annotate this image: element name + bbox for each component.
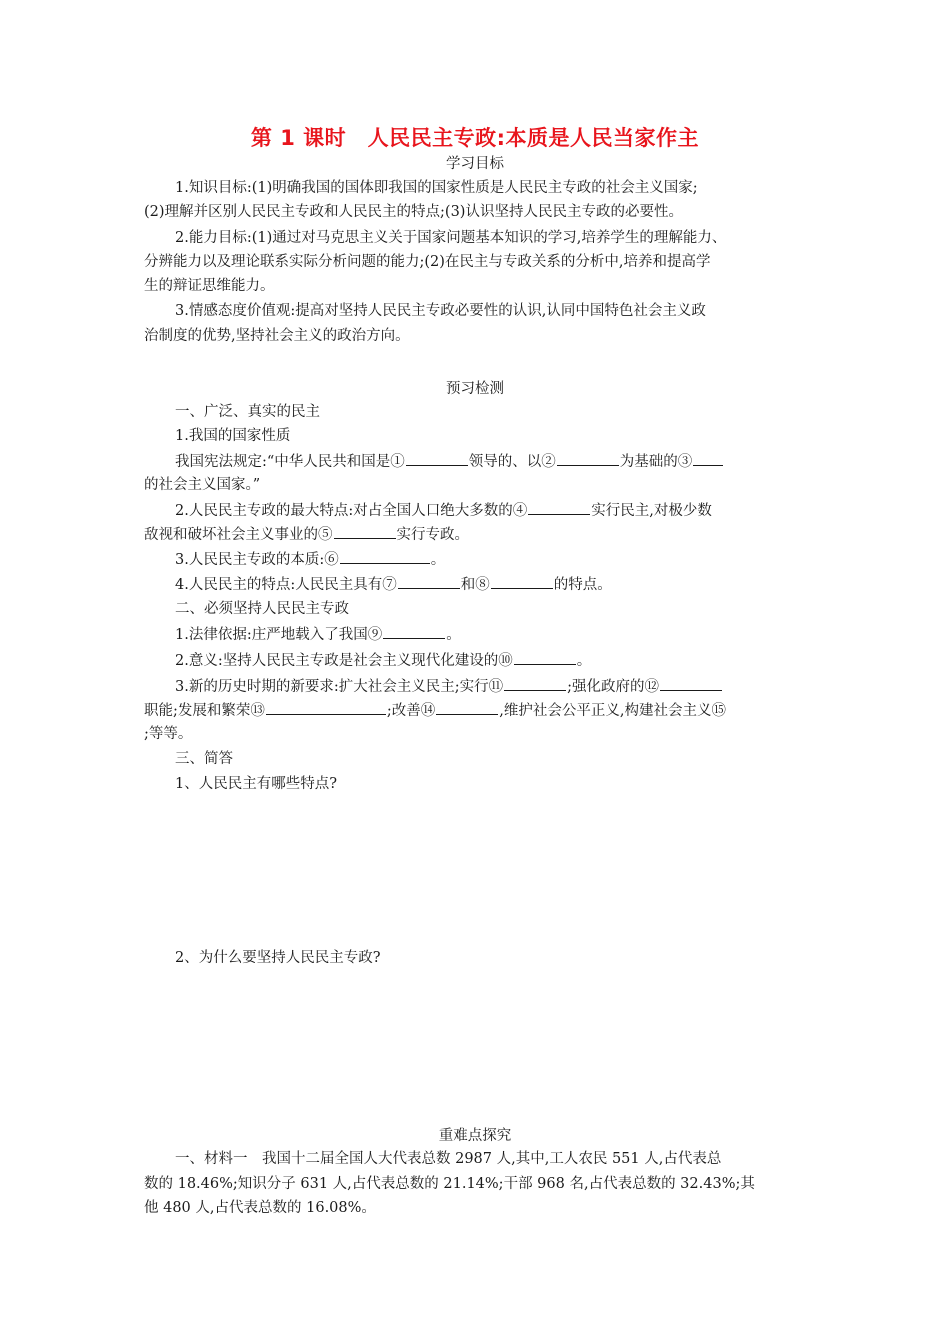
fill-blank-1[interactable]: [406, 451, 468, 466]
explore-heading: 重难点探究: [438, 1128, 512, 1144]
item-1-2-line-2: 敌视和破坏社会主义事业的⑤ 实行专政。: [144, 524, 469, 545]
fill-blank-6[interactable]: [340, 549, 430, 564]
short-answer-question-2: 2、为什么要坚持人民民主专政?: [175, 950, 381, 966]
goal-ability-line-1: 2.能力目标:(1)通过对马克思主义关于国家问题基本知识的学习,培养学生的理解能力、: [175, 230, 727, 246]
item-2-3-line-3: ;等等。: [144, 726, 193, 742]
material-1-line-1: 一、材料一 我国十二届全国人大代表总数 2987 人,其中,工人农民 551 人,占代表总: [175, 1151, 722, 1167]
item-1-4: 4.人民民主的特点:人民民主具有⑦ 和⑧ 的特点。: [175, 574, 612, 595]
fill-blank-9[interactable]: [383, 624, 445, 639]
goal-ability-line-3: 生的辩证思维能力。: [144, 278, 275, 294]
study-goals-heading: 学习目标: [446, 156, 504, 172]
goal-values-line-1: 3.情感态度价值观:提高对坚持人民民主专政必要性的认识,认同中国特色社会主义政: [175, 303, 706, 319]
item-1-1-line-2: 的社会主义国家。”: [144, 477, 261, 493]
fill-blank-4[interactable]: [528, 500, 590, 515]
item-1-2-line-1: 2.人民民主专政的最大特点:对占全国人口绝大多数的④ 实行民主,对极少数: [175, 500, 712, 521]
section-2-heading: 二、必须坚持人民民主专政: [175, 601, 349, 617]
goal-ability-line-2: 分辨能力以及理论联系实际分析问题的能力;(2)在民主与专政关系的分析中,培养和提高学: [144, 254, 711, 270]
item-2-3-line-2: 职能;发展和繁荣⑬ ;改善⑭ ,维护社会公平正义,构建社会主义⑮: [144, 700, 726, 721]
fill-blank-14[interactable]: [436, 700, 498, 715]
goal-values-line-2: 治制度的优势,坚持社会主义的政治方向。: [144, 328, 410, 344]
short-answer-question-1: 1、人民民主有哪些特点?: [175, 776, 337, 792]
material-1-line-3: 他 480 人,占代表总数的 16.08%。: [144, 1200, 376, 1216]
item-1-1-heading: 1.我国的国家性质: [175, 428, 291, 444]
fill-blank-8[interactable]: [491, 574, 553, 589]
section-1-heading: 一、广泛、真实的民主: [175, 404, 320, 420]
fill-blank-11[interactable]: [504, 676, 566, 691]
fill-blank-7[interactable]: [398, 574, 460, 589]
material-1-line-2: 数的 18.46%;知识分子 631 人,占代表总数的 21.14%;干部 968 名,占代表总数的 32.43%;其: [144, 1176, 755, 1192]
lesson-title: 第 1 课时 人民民主专政:本质是人民当家作主: [250, 126, 700, 150]
preview-heading: 预习检测: [446, 381, 504, 397]
fill-blank-10[interactable]: [514, 650, 576, 665]
fill-blank-13[interactable]: [266, 700, 386, 715]
fill-blank-12[interactable]: [660, 676, 722, 691]
section-3-heading: 三、简答: [175, 751, 233, 767]
goal-knowledge-line-2: (2)理解并区别人民民主专政和人民民主的特点;(3)认识坚持人民民主专政的必要性。: [144, 204, 683, 220]
fill-blank-5[interactable]: [334, 524, 396, 539]
item-2-2: 2.意义:坚持人民民主专政是社会主义现代化建设的⑩ 。: [175, 650, 591, 671]
item-2-1: 1.法律依据:庄严地载入了我国⑨ 。: [175, 624, 461, 645]
item-2-3-line-1: 3.新的历史时期的新要求:扩大社会主义民主;实行⑪ ;强化政府的⑫: [175, 676, 723, 697]
item-1-3: 3.人民民主专政的本质:⑥ 。: [175, 549, 445, 570]
fill-blank-3[interactable]: [693, 451, 723, 466]
goal-knowledge-line-1: 1.知识目标:(1)明确我国的国体即我国的国家性质是人民民主专政的社会主义国家;: [175, 180, 698, 196]
item-1-1-line-1: 我国宪法规定:“中华人民共和国是① 领导的、以② 为基础的③: [175, 451, 724, 472]
fill-blank-2[interactable]: [557, 451, 619, 466]
